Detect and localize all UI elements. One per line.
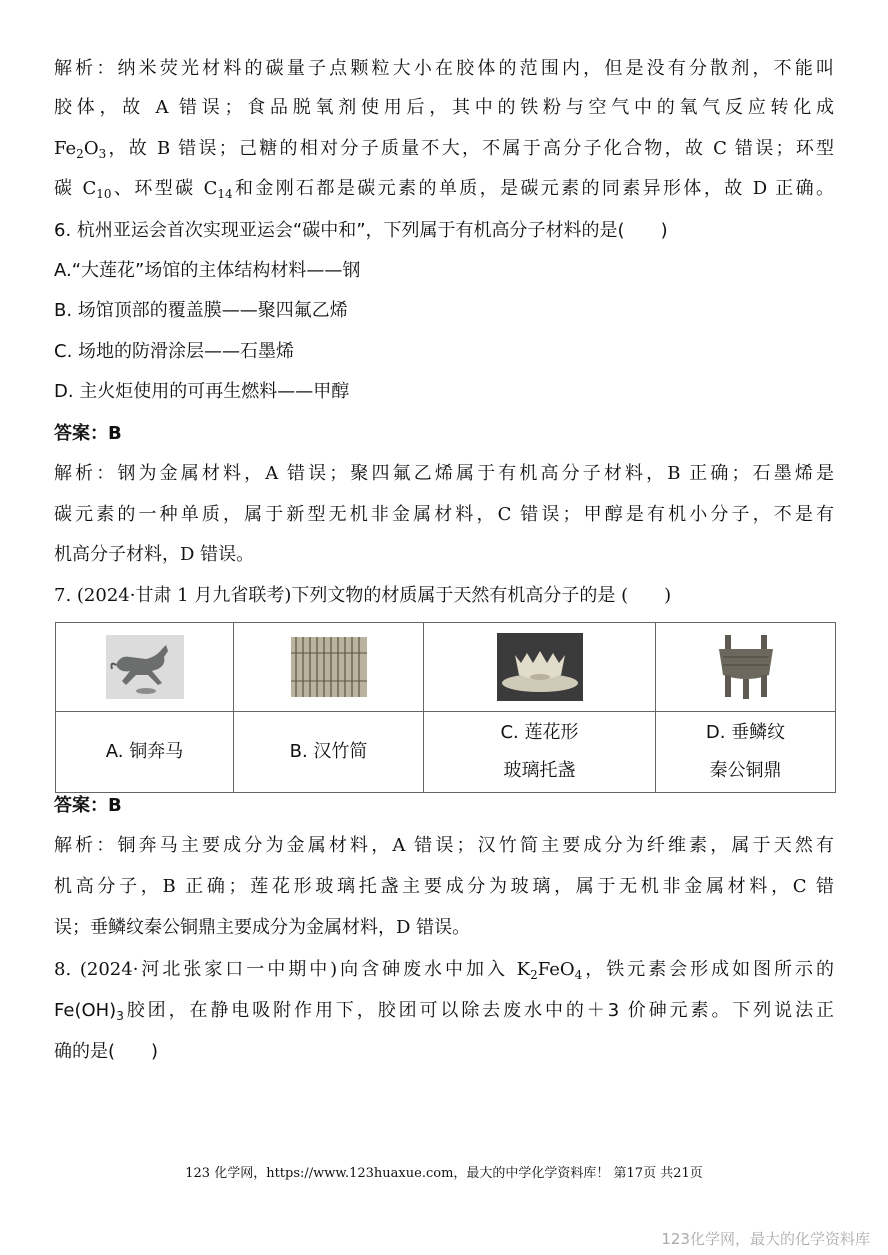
relic-option-b: B. 汉竹简: [234, 712, 424, 793]
q7-answer: 答案：B: [54, 795, 122, 816]
analysis5-line1: 解析：纳米荧光材料的碳量子点颗粒大小在胶体的范围内，但是没有分散剂，不能叫: [54, 58, 834, 79]
q6-option-b: B. 场馆顶部的覆盖膜——聚四氟乙烯: [54, 300, 348, 321]
bronze-horse-image: [106, 635, 184, 699]
relic-option-a: A. 铜奔马: [56, 712, 234, 793]
q6-analysis-line2: 碳元素的一种单质，属于新型无机非金属材料，C 错误；甲醇是有机小分子，不是有: [54, 504, 834, 525]
lotus-glass-cup-image: [497, 633, 583, 701]
q7-analysis-line2: 机高分子，B 正确；莲花形玻璃托盏主要成分为玻璃，属于无机非金属材料，C 错: [54, 876, 834, 897]
relic-option-d: D. 垂鳞纹 秦公铜鼎: [656, 712, 836, 793]
analysis5-line3: $Fe_2O_3$，故 B 错误；己糖的相对分子质量不大，不属于高分子化合物，故 C 错误；环型: [54, 138, 834, 161]
q6-answer: 答案：B: [54, 423, 122, 444]
bamboo-slips-image: [291, 637, 367, 697]
q7-stem: 7. (2024·甘肃 1 月九省联考)下列文物的材质属于天然有机高分子的是 ( ): [54, 585, 672, 606]
page-footer: 123 化学网，https://www.123huaxue.com，最大的中学化学资料库！ 第17页 共21页: [185, 1166, 703, 1181]
q7-analysis-line1: 解析：铜奔马主要成分为金属材料，A 错误；汉竹简主要成分为纤维素，属于天然有: [54, 835, 834, 856]
q8-stem-line1: 8. (2024·河北张家口一中期中)向含砷废水中加入 $K_2FeO_4$，铁元素会形成如图所示的: [54, 959, 835, 982]
analysis5-line4: 碳 $C_{10}$、环型碳 $C_{14}$和金刚石都是碳元素的单质，是碳元素的同素异形体，故 D 正确。: [54, 178, 834, 201]
analysis5-line2: 胶体，故 A 错误；食品脱氧剂使用后，其中的铁粉与空气中的氧气反应转化成: [54, 97, 834, 118]
relic-option-c: C. 莲花形 玻璃托盏: [424, 712, 656, 793]
q7-analysis-line3: 误；垂鳞纹秦公铜鼎主要成分为金属材料，D 错误。: [54, 917, 471, 938]
q8-stem-line2: $Fe(OH)_3$胶团，在静电吸附作用下，胶团可以除去废水中的＋3 价砷元素。下列说法正: [54, 1000, 834, 1023]
bronze-ding-image: [711, 631, 781, 703]
relic-image-cell-d: [656, 623, 836, 712]
q7-relics-table: [55, 622, 836, 793]
site-watermark: 123化学网，最大的化学资料库: [661, 1230, 870, 1248]
q6-option-c: C. 场地的防滑涂层——石墨烯: [54, 341, 295, 362]
relic-image-cell-b: [234, 623, 424, 712]
relic-image-cell-c: [424, 623, 656, 712]
q6-analysis-line1: 解析：钢为金属材料，A 错误；聚四氟乙烯属于有机高分子材料，B 正确；石墨烯是: [54, 463, 834, 484]
q6-option-a: A.“大莲花”场馆的主体结构材料——钢: [54, 260, 361, 281]
q6-option-d: D. 主火炬使用的可再生燃料——甲醇: [54, 381, 350, 402]
relic-image-cell-a: [56, 623, 234, 712]
q6-analysis-line3: 机高分子材料，D 错误。: [54, 544, 255, 565]
q6-stem: 6. 杭州亚运会首次实现亚运会“碳中和”，下列属于有机高分子材料的是( ): [54, 220, 668, 241]
q8-stem-line3: 确的是( ): [54, 1041, 159, 1062]
